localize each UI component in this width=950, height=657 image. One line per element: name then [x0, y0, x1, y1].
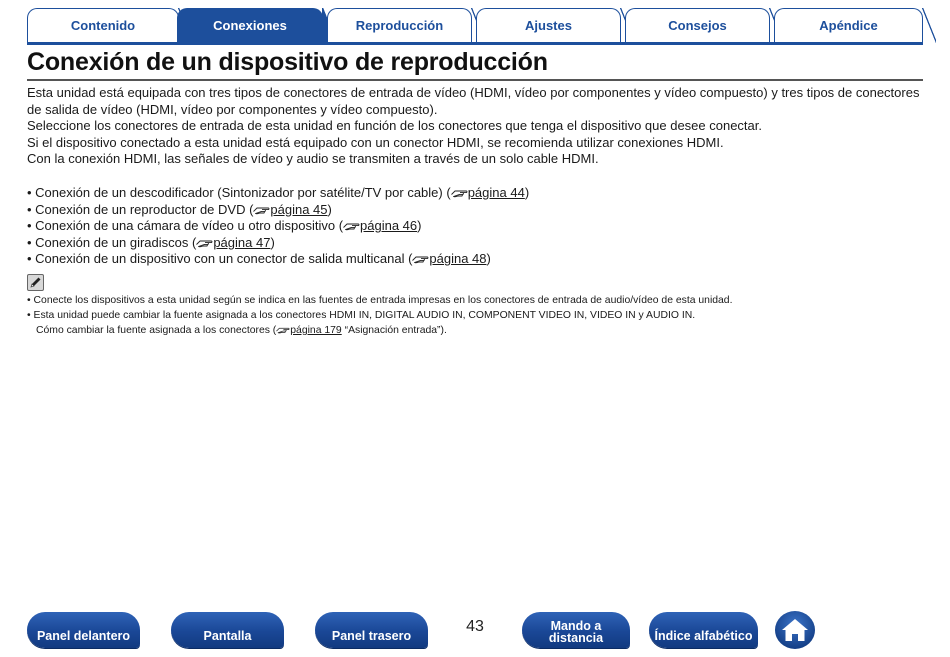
- section-tabs: [27, 8, 923, 45]
- note-text: Esta unidad puede cambiar la fuente asignada a los conectores HDMI IN, DIGITAL AUDIO IN, COMPONENT VIDEO IN, VIDEO IN y AUDIO IN.: [33, 309, 696, 321]
- pointing-hand-icon: [412, 253, 429, 264]
- tab-contenido[interactable]: Contenido: [27, 8, 179, 42]
- pointing-hand-icon: [451, 187, 468, 198]
- intro-paragraph: Si el dispositivo conectado a esta unidad está equipado con un conector HDMI, se recomienda utilizar conexiones HDMI.: [27, 134, 724, 150]
- list-item-text: Conexión de una cámara de vídeo u otro dispositivo (: [35, 218, 344, 234]
- home-icon: [781, 617, 809, 643]
- button-label-line: Mando a: [550, 619, 602, 633]
- tab-reproduccion[interactable]: Reproducción: [327, 8, 472, 42]
- list-item-text: Conexión de un dispositivo con un conector de salida multicanal (: [35, 251, 413, 267]
- button-label: Panel trasero: [331, 629, 412, 643]
- page-link-179[interactable]: página 179: [290, 324, 342, 336]
- list-item-text: Conexión de un reproductor de DVD (: [35, 201, 254, 217]
- home-button[interactable]: [775, 611, 815, 649]
- intro-text: [27, 85, 925, 168]
- pointing-hand-icon: [196, 237, 213, 248]
- tab-ajustes[interactable]: Ajustes: [476, 8, 621, 42]
- list-item: • Conexión de una cámara de vídeo u otro dispositivo ( página 46): [27, 218, 422, 234]
- tab-apendice[interactable]: Apéndice: [774, 8, 923, 42]
- button-label: Índice alfabético: [654, 629, 753, 643]
- panel-trasero-button[interactable]: [315, 612, 428, 648]
- note-text: Cómo cambiar la fuente asignada a los conectores (: [36, 324, 277, 336]
- connection-link-list: [27, 185, 925, 268]
- mando-a-distancia-button[interactable]: [522, 612, 630, 648]
- button-label: Pantalla: [203, 629, 252, 643]
- tab-conexiones[interactable]: Conexiones: [177, 8, 323, 42]
- indice-alfabetico-button[interactable]: [649, 612, 758, 648]
- list-item: • Conexión de un dispositivo con un conector de salida multicanal ( página 48): [27, 251, 491, 267]
- list-item: • Conexión de un reproductor de DVD ( página 45): [27, 201, 332, 217]
- page-link-45[interactable]: página 45: [270, 201, 328, 217]
- panel-delantero-button[interactable]: [27, 612, 140, 648]
- page-title: Conexión de un dispositivo de reproducción: [27, 48, 548, 76]
- page-link-44[interactable]: página 44: [467, 184, 525, 200]
- button-label-line: distancia: [548, 631, 604, 645]
- page-link-46[interactable]: página 46: [360, 218, 418, 234]
- list-item-text: Conexión de un descodificador (Sintonizador por satélite/TV por cable) (: [35, 184, 451, 200]
- note-item: • Esta unidad puede cambiar la fuente asignada a los conectores HDMI IN, DIGITAL AUDIO IN, COMPONENT VIDEO IN, VIDEO IN y AUDIO IN.: [27, 309, 696, 321]
- note-text: “Asignación entrada”).: [341, 324, 447, 336]
- button-label: Panel delantero: [36, 629, 131, 643]
- notes-list: [27, 293, 925, 338]
- list-item-text: Conexión de un giradiscos (: [35, 234, 197, 250]
- tab-baseline: [27, 42, 923, 45]
- list-item: • Conexión de un giradiscos ( página 47): [27, 234, 275, 250]
- button-label: [549, 620, 603, 644]
- intro-paragraph: Seleccione los conectores de entrada de esta unidad en función de los conectores que tenga el dispositivo que desee conectar.: [27, 118, 763, 134]
- note-text: Conecte los dispositivos a esta unidad según se indica en las fuentes de entrada impresas en los conectores de entrada de audio/vídeo de esta unidad.: [33, 294, 733, 306]
- main-content: [27, 85, 925, 338]
- title-divider: [27, 79, 923, 81]
- page-number: 43: [466, 618, 484, 635]
- list-item: • Conexión de un descodificador (Sintonizador por satélite/TV por cable) ( página 44): [27, 184, 530, 200]
- pointing-hand-icon: [253, 204, 270, 215]
- note-item: • Conecte los dispositivos a esta unidad según se indica en las fuentes de entrada impresas en los conectores de entrada de audio/vídeo de esta unidad.: [27, 294, 733, 306]
- intro-paragraph: Con la conexión HDMI, las señales de vídeo y audio se transmiten a través de un solo cable HDMI.: [27, 151, 599, 167]
- tab-consejos[interactable]: Consejos: [625, 8, 770, 42]
- page-link-48[interactable]: página 48: [429, 251, 487, 267]
- note-item-continuation: [27, 323, 925, 338]
- pointing-hand-icon: [276, 325, 290, 334]
- page-link-47[interactable]: página 47: [213, 234, 271, 250]
- intro-paragraph: Esta unidad está equipada con tres tipos de conectores de entrada de vídeo (HDMI, vídeo por componentes y vídeo compuesto) y tres tipos de conectores de salida de vídeo (HDMI, vídeo por componentes y vídeo compuesto).: [27, 85, 920, 117]
- pantalla-button[interactable]: [171, 612, 284, 648]
- pencil-note-icon: [27, 274, 44, 291]
- pointing-hand-icon: [343, 220, 360, 231]
